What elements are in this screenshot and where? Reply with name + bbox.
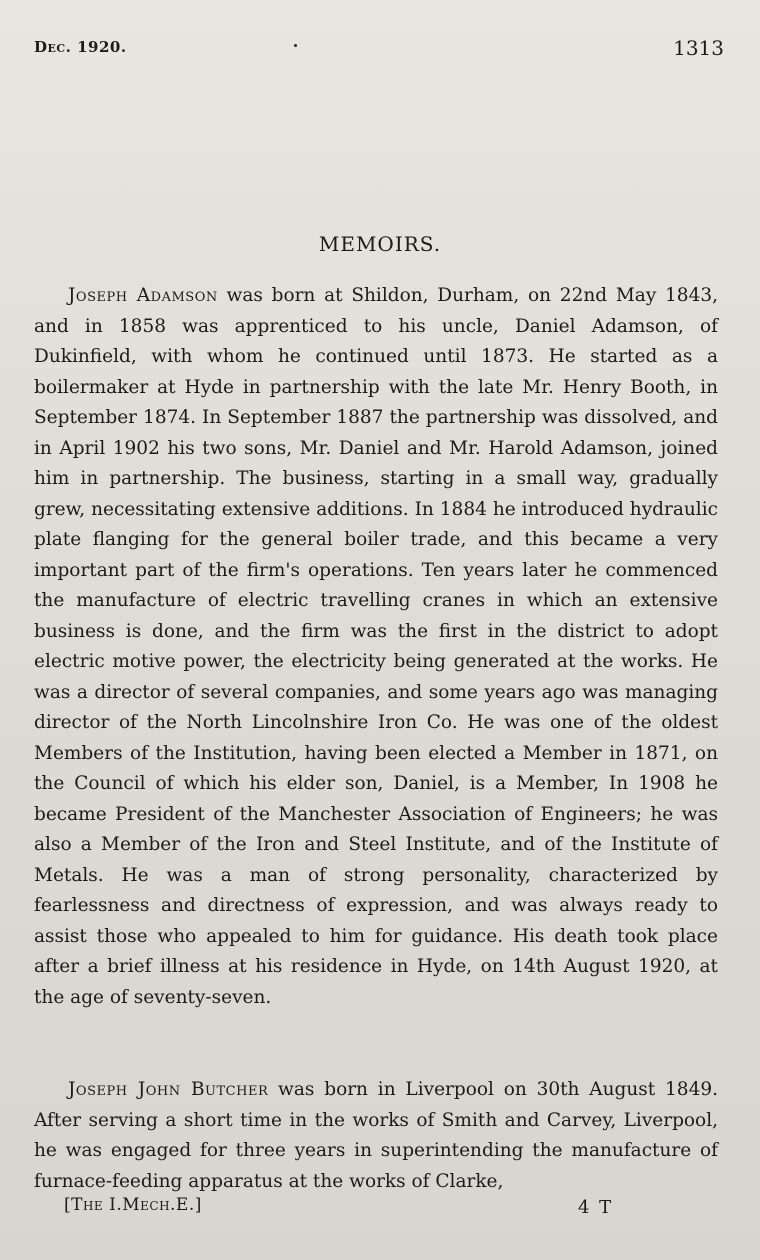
sheet-mark: 4 T <box>578 1197 614 1218</box>
memoir-paragraph <box>34 281 718 1013</box>
section-heading: MEMOIRS. <box>318 232 442 256</box>
memoir-text: was born in Liverpool on 30th August 1849. After serving a short time in the works of Smith and Carvey, Liverpool, he was engaged for three years in superintending the manufacture of furnace-feeding apparatus at the works of Clarke, <box>34 1079 718 1192</box>
memoir-name: Joseph John Butcher <box>68 1079 269 1100</box>
page-number: 1313 <box>673 36 724 60</box>
memoir-text: was born at Shildon, Durham, on 22nd May 1843, and in 1858 was apprenticed to his uncle, Daniel Adamson, of Dukinfield, with whom he continued until 1873. He started as a boilermaker at Hyde in partnership with the late Mr. Henry Booth, in September 1874. In September 1887 the partnership was dissolved, and in April 1902 his two sons, Mr. Daniel and Mr. Harold Adamson, joined him in partnership. The business, starting in a small way, gradually grew, necessitating extensive additions. In 1884 he introduced hydraulic plate flanging for the general boiler trade, and this became a very important part of the firm's operations. Ten years later he commenced the manufacture of electric travelling cranes in which an extensive business is done, and the firm was the first in the district to adopt electric motive power, the electricity being generated at the works. He was a director of several companies, and some years ago was managing director of the North Lincolnshire Iron Co. He was one of the oldest Members of the Institution, having been elected a Member in 1871, on the Council of which his elder son, Daniel, is a Member, In 1908 he became President of the Manchester Association of Engineers; he was also a Member of the Iron and Steel Institute, and of the Institute of Metals. He was a man of strong personality, characterized by fearlessness and directness of expression, and was always ready to assist those who appealed to him for guidance. His death took place after a brief illness at his residence in Hyde, on 14th August 1920, at the age of seventy-seven. <box>34 285 718 1008</box>
memoir-paragraph <box>34 1075 718 1197</box>
signature-mark: [The I.Mech.E.] <box>64 1195 202 1215</box>
running-head <box>34 36 724 66</box>
print-speck <box>294 44 297 47</box>
memoir-name: Joseph Adamson <box>68 285 218 306</box>
issue-date: Dec. 1920. <box>34 38 127 56</box>
